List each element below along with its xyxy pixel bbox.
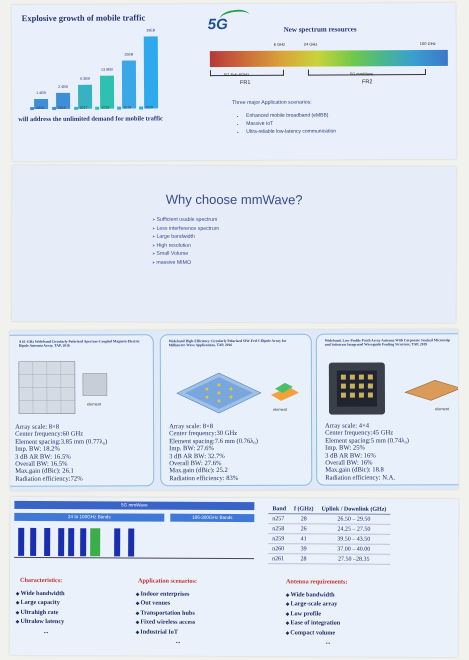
band-bar: [30, 528, 36, 556]
list-item: ◆ Indoor enterprises: [136, 589, 196, 599]
panel-specs: [169, 423, 258, 483]
table-row: [268, 514, 390, 525]
fr1-range-label: 5G Sub-6GHz: [223, 71, 250, 78]
table-cell: n261: [268, 554, 290, 564]
spectrum-tick: 24 GHz: [303, 41, 318, 47]
table-cell: 28: [290, 514, 318, 524]
table-cell: 41: [290, 534, 318, 544]
list-item: ◆ Large capacity: [16, 598, 65, 608]
array-photo-3: [323, 358, 458, 418]
slide2-title: Why choose mmWave?: [165, 191, 303, 208]
list-more: ...: [175, 637, 181, 645]
band-bar: [90, 528, 100, 556]
table-cell: n257: [268, 514, 290, 524]
reason-item: ➤ Sufficient usable spectrum: [152, 216, 219, 225]
table-cell: 27.50 –28.35: [317, 554, 390, 564]
traffic-bar: [122, 61, 136, 109]
spectrum-bar: [210, 50, 448, 67]
fr2-range-label: 5G mmWave: [349, 71, 374, 77]
list-item: ◆ Wide bandwidth: [286, 590, 340, 600]
fr1-label: FR1: [239, 79, 251, 86]
slide-why-mmwave: [12, 165, 457, 323]
band-high-label: 186-300GHz Bands: [192, 514, 233, 520]
antenna-requirements-title: Antenna requirements:: [285, 578, 348, 586]
list-more: ...: [43, 627, 49, 635]
table-cell: 39: [290, 544, 318, 554]
array-render-2: [167, 359, 307, 419]
fr2-label: FR2: [361, 79, 373, 86]
legend-item: 2019: [117, 106, 131, 110]
spec-line: Element spacing:5 mm (0.74λ₀): [325, 437, 409, 445]
spec-line: Array scale: 8×8: [169, 423, 214, 431]
spectrum-title: New spectrum resources: [283, 25, 357, 34]
table-cell: 28: [290, 554, 318, 564]
list-item: ◆ Ultralow latency: [16, 617, 65, 627]
traffic-bar-label: 25EB: [124, 52, 134, 57]
panel-specs: [15, 423, 107, 483]
table-header: Uplink / Downlink (GHz): [318, 504, 391, 514]
list-item: ◆ Wide bandwidth: [16, 589, 65, 599]
traffic-legend: [30, 105, 153, 110]
scenarios-list: [136, 589, 196, 646]
spec-line: Radiation efficiency: N.A.: [325, 474, 396, 482]
table-cell: 26.50 – 29.50: [317, 514, 390, 524]
panel-title: A 61-GHz Wideband Circularly Polarized Aperture-Coupled Magneto-Electric Dipole Antenna Array, TAP, 2016: [18, 339, 140, 349]
traffic-bar-label: 39EB: [146, 28, 156, 33]
list-item: ◆ Transportation hubs: [136, 608, 196, 618]
scenario-item: • Enhanced mobile broadband (eMBB): [246, 111, 336, 119]
spec-line: Radiation efficiency: 83%: [169, 474, 239, 483]
legend-item: 2017: [74, 106, 88, 110]
band-title: 5G mmWave: [121, 502, 148, 508]
spec-line: Center frequency:30 GHz: [169, 430, 238, 438]
band-bar: [68, 528, 74, 556]
antenna-panel-1: [10, 334, 155, 487]
list-item: ◆ Low profile: [286, 609, 340, 619]
spec-line: 3 dB AR BW: 16.5%: [15, 453, 71, 461]
spec-line: Radiation efficiency:72%: [15, 475, 83, 483]
array-photo-1: [17, 359, 117, 417]
scenario-item: • Massive IoT: [246, 119, 336, 127]
band-bar: [128, 528, 134, 556]
table-row: [268, 554, 390, 565]
element-label: element: [86, 401, 102, 407]
table-row: [268, 544, 390, 555]
spectrum-tick: 6 GHz: [273, 41, 286, 47]
table-row: [268, 524, 390, 535]
list-item: ◆ Ease of integration: [286, 618, 340, 628]
antenna-panel-2: [160, 334, 313, 487]
traffic-bar-label: 1.4EB: [36, 90, 46, 96]
band-bar: [80, 528, 86, 556]
slide-antenna-arrays: [10, 329, 459, 491]
slide-mobile-traffic: [12, 3, 457, 161]
characteristics-title: Characteristics:: [19, 576, 63, 585]
reason-item: ➤ Small Volume: [152, 250, 219, 259]
spec-line: Imp. BW: 27.6%: [169, 445, 214, 453]
band-low-label: 24 to 100GHz Bands: [67, 514, 111, 520]
spec-line: Max.gain (dBic): 18.8: [325, 466, 384, 475]
traffic-bar-label: 13.9EB: [101, 67, 113, 72]
table-cell: 26: [290, 524, 318, 534]
spec-line: Overall BW: 16.5%: [15, 460, 68, 468]
reasons-list: [152, 216, 219, 268]
list-item: ◆ Compact volume: [286, 628, 340, 638]
slide1-title: Explosive growth of mobile traffic: [21, 12, 146, 24]
band-bar: [58, 528, 64, 556]
spec-line: Overall BW: 16%: [325, 459, 373, 467]
list-item: ◆ Ultrahigh rate: [16, 608, 65, 618]
spec-line: Center frequency:45 GHz: [325, 429, 394, 438]
scenario-list: [238, 111, 336, 136]
band-bar: [114, 528, 120, 556]
spec-line: Element spacing:3.85 mm (0.77λ₀): [15, 438, 108, 446]
element-label: element: [434, 406, 450, 412]
panel-specs: [325, 422, 409, 482]
spec-line: Max.gain (dBic): 25.2: [169, 467, 228, 475]
spectrum-tick: 100 GHz: [419, 40, 436, 47]
traffic-bar: [144, 36, 158, 108]
spec-line: Element spacing:7.6 mm (0.76λ₀): [169, 437, 258, 446]
table-header: f (GHz): [290, 504, 318, 514]
spec-line: Array scale: 4×4: [325, 422, 370, 430]
band-bar: [44, 528, 50, 556]
spec-line: 3 dB AR BW: 16%: [325, 452, 376, 460]
panel-title: Wideband, Low-Profile Patch Array Antenna With Corporate Stacked Microstrip and Substrate Integrated Waveguide Feeding Structure, TAP, 2019: [324, 338, 451, 348]
table-cell: n260: [268, 544, 290, 554]
band-table: [268, 504, 390, 565]
traffic-bar-label: 2.4EB: [58, 84, 68, 89]
slide-5g-mmwave-bands: [10, 497, 459, 657]
antenna-requirements-list: [286, 590, 341, 647]
table-cell: n259: [268, 534, 290, 544]
reason-item: ➤ Less interference spectrum: [152, 224, 219, 233]
spec-line: Overall BW: 27.6%: [169, 460, 222, 468]
legend-item: 2020: [139, 105, 153, 109]
traffic-bar: [100, 76, 114, 109]
spec-line: Imp. BW: 18.2%: [15, 445, 60, 453]
spec-line: 3 dB AR BW: 32.7%: [169, 452, 225, 460]
table-cell: 39.50 – 43.50: [317, 534, 390, 544]
table-cell: n258: [268, 524, 290, 534]
list-item: ◆ Large-scale array: [286, 600, 340, 610]
table-cell: 24.25 – 27.50: [317, 524, 390, 534]
spec-line: Imp. BW: 25%: [325, 444, 366, 452]
scenario-item: • Ultra-reliable low-latency communication: [246, 127, 336, 135]
slide1-footer: will address the unlimited demand for mobile traffic: [18, 115, 163, 124]
reason-item: ➤ massive MIMO: [152, 259, 219, 268]
reason-item: ➤ Large bandwidth: [152, 233, 219, 242]
list-more: ...: [325, 638, 331, 646]
5g-logo: 5G: [207, 16, 228, 34]
list-item: ◆ Fixed wireless access: [136, 618, 196, 628]
table-cell: 37.00 – 40.00: [317, 544, 390, 554]
reason-item: ➤ High resolution: [152, 241, 219, 250]
band-bar: [18, 528, 24, 556]
scenario-title: Three major Application scenarios:: [232, 99, 312, 107]
characteristics-list: [16, 589, 65, 636]
spec-line: Center frequency:60 GHz: [15, 430, 84, 439]
panel-title: Wideband High-Efficiency Circularly Polarized SIW-Fed S-Dipole Array for Millimeter-Wave Applications, TAP, 2016: [168, 338, 287, 348]
traffic-bar-label: 6.3EB: [80, 76, 90, 81]
legend-item: 2015: [30, 106, 44, 110]
element-label: element: [272, 406, 288, 412]
table-row: [268, 534, 390, 545]
spec-line: Max.gain (dBic): 26.1: [15, 467, 74, 476]
legend-item: 2016: [52, 106, 66, 110]
legend-item: 2018: [96, 106, 110, 110]
scenarios-title: Application scenarios:: [137, 577, 197, 585]
band-axis: [14, 557, 254, 559]
antenna-panel-3: [316, 333, 459, 486]
list-item: ◆ Industrial IoT: [136, 627, 196, 637]
table-header: Band: [268, 504, 290, 514]
spec-line: Array scale: 8×8: [15, 423, 60, 431]
list-item: ◆ Out venues: [136, 599, 196, 609]
